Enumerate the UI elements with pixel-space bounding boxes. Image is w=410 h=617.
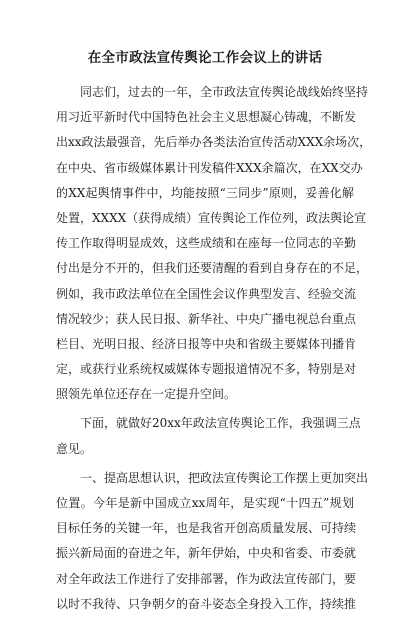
paragraph-line: 对全年政法工作进行了安排部署，作为政法宣传部门，要 bbox=[56, 571, 357, 586]
paragraph-line: 定，或获行业系统权威媒体专题报道情况不多，特别是对 bbox=[56, 362, 357, 377]
paragraph-line: 情况较少；获人民日报、新华社、中央广播电视总台重点 bbox=[56, 311, 357, 326]
paragraph-line: 的XX起舆情事件中，均能按照“三同步”原则，妥善化解 bbox=[56, 185, 354, 200]
paragraph-line: 出xx政法最强音，先后举办各类法治宣传活动XXX余场次， bbox=[56, 135, 372, 150]
paragraph-line: 栏目、光明日报、经济日报等中央和省级主要媒体刊播肯 bbox=[56, 336, 357, 351]
paragraph-line: 用习近平新时代中国特色社会主义思想凝心铸魂，不断发 bbox=[56, 110, 357, 125]
paragraph-line: 付出是分不开的，但我们还要清醒的看到自身存在的不足， bbox=[56, 261, 369, 276]
paragraph-line: 意见。 bbox=[56, 441, 93, 456]
paragraph-line: 处置，XXXX（获得成绩）宣传舆论工作位列，政法舆论宣 bbox=[56, 210, 367, 225]
paragraph-line: 一、提高思想认识，把政法宣传舆论工作摆上更加突出 bbox=[56, 470, 369, 485]
paragraph-line: 同志们，过去的一年，全市政法宣传舆论战线始终坚持 bbox=[56, 85, 369, 99]
paragraph-1 bbox=[56, 80, 372, 407]
paragraph-2 bbox=[56, 411, 361, 461]
paragraph-line: 传工作取得明显成效，这些成绩和在座每一位同志的辛勤 bbox=[56, 236, 357, 251]
document-title: 在全市政法宣传舆论工作会议上的讲话 bbox=[87, 50, 323, 66]
paragraph-line: 下面，就做好20xx年政法宣传舆论工作，我强调三点 bbox=[56, 416, 361, 431]
paragraph-3 bbox=[56, 466, 369, 617]
paragraph-line: 位置。今年是新中国成立xx周年，是实现“十四五”规划 bbox=[56, 496, 354, 510]
paragraph-line: 振兴新局面的奋进之年，新年伊始，中央和省委、市委就 bbox=[56, 546, 357, 561]
paragraph-line: 目标任务的关键一年，也是我省开创高质量发展、可持续 bbox=[56, 521, 357, 536]
paragraph-line: 以时不我待、只争朝夕的奋斗姿态全身投入工作，持续推 bbox=[56, 596, 357, 611]
paragraph-line: 照领先单位还存在一定提升空间。 bbox=[56, 387, 237, 402]
paragraph-line: 例如，我市政法单位在全国性会议作典型发言、经验交流 bbox=[56, 286, 357, 301]
paragraph-line: 在中央、省市级媒体累计刊发稿件XXX余篇次，在XX交办 bbox=[56, 160, 363, 175]
